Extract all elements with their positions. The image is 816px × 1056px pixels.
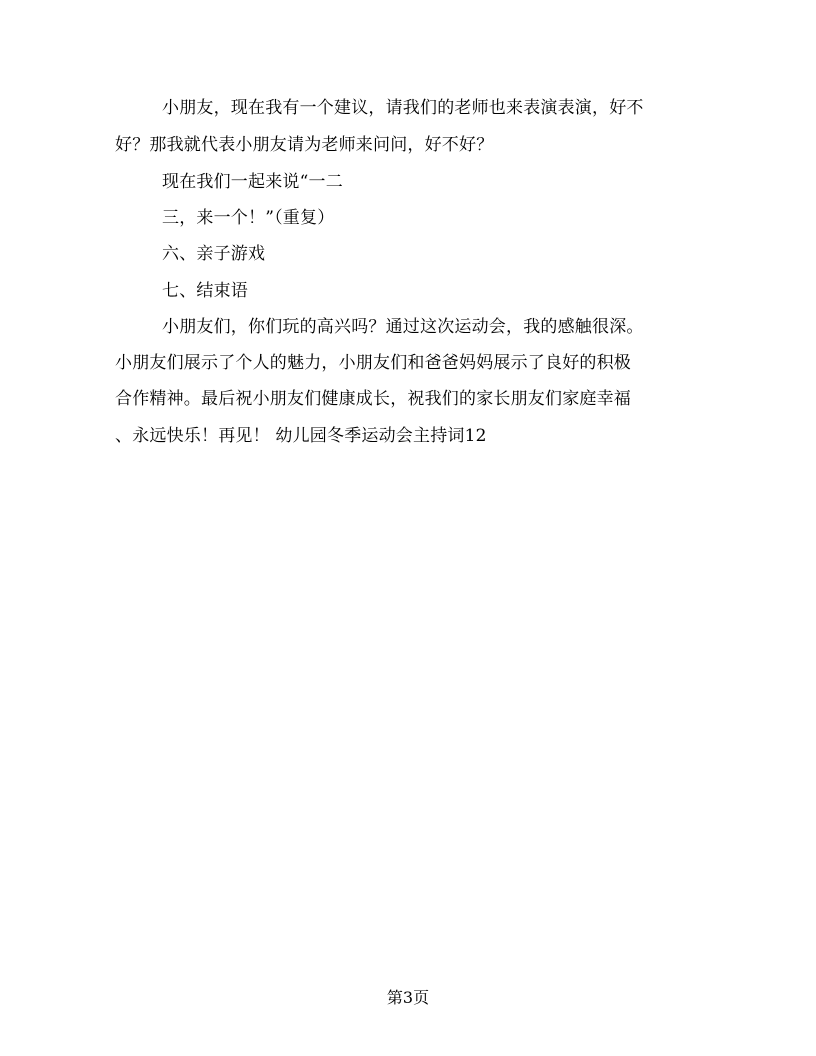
section-heading-closing: 七、结束语: [162, 281, 248, 301]
paragraph-line-2: 好？那我就代表小朋友请为老师来问问，好不好？: [115, 135, 494, 155]
paragraph-line-8: 小朋友们展示了个人的魅力，小朋友们和爸爸妈妈展示了良好的积极: [115, 353, 631, 373]
paragraph-line-9: 合作精神。最后祝小朋友们健康成长，祝我们的家长朋友们家庭幸福: [115, 389, 631, 409]
section-heading-parent-child-game: 六、亲子游戏: [162, 244, 266, 264]
page-number: 第3页: [386, 988, 430, 1007]
paragraph-line-10: 、永远快乐！再见！ 幼儿园冬季运动会主持词12: [115, 426, 487, 446]
paragraph-line-4: 三，来一个！”（重复）: [162, 208, 335, 228]
paragraph-line-3: 现在我们一起来说“一二: [162, 172, 343, 192]
paragraph-line-1: 小朋友，现在我有一个建议，请我们的老师也来表演表演，好不: [162, 98, 644, 118]
paragraph-line-7: 小朋友们，你们玩的高兴吗？通过这次运动会，我的感触很深。: [162, 317, 644, 337]
